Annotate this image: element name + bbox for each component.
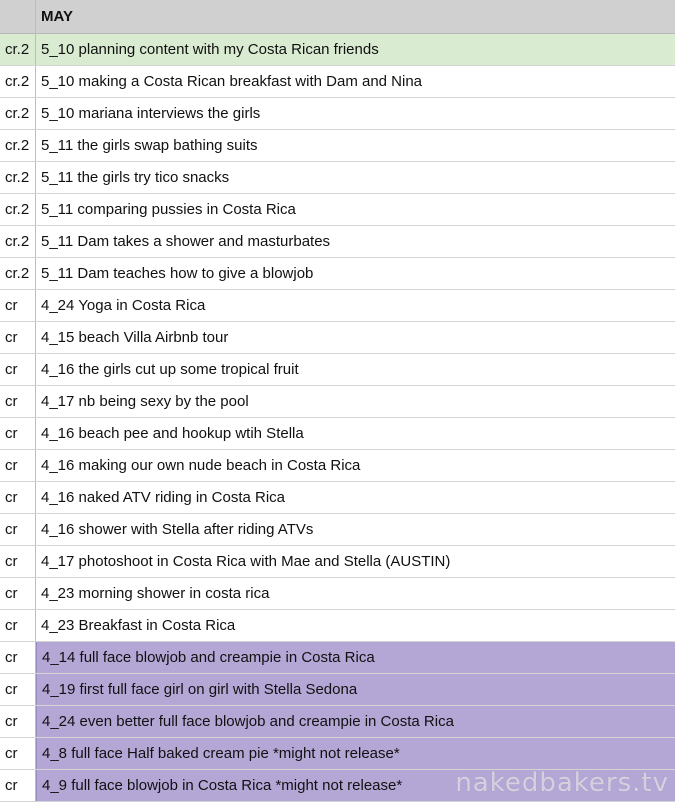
- title-cell[interactable]: 4_14 full face blowjob and creampie in Costa Rica: [36, 642, 675, 673]
- code-cell[interactable]: cr: [0, 450, 36, 481]
- code-cell[interactable]: cr: [0, 386, 36, 417]
- table-row: [0, 610, 675, 642]
- code-cell[interactable]: cr: [0, 322, 36, 353]
- table-row: [0, 386, 675, 418]
- title-cell[interactable]: 4_19 first full face girl on girl with Stella Sedona: [36, 674, 675, 705]
- title-cell[interactable]: 5_11 the girls try tico snacks: [41, 169, 230, 186]
- title-cell[interactable]: 4_15 beach Villa Airbnb tour: [41, 329, 229, 346]
- title-cell[interactable]: 4_23 Breakfast in Costa Rica: [41, 617, 236, 634]
- table-row: [0, 290, 675, 322]
- code-cell[interactable]: cr: [0, 354, 36, 385]
- title-cell[interactable]: 5_10 mariana interviews the girls: [41, 105, 261, 122]
- code-cell[interactable]: cr: [0, 578, 36, 609]
- table-row: [0, 322, 675, 354]
- table-row: [0, 98, 675, 130]
- watermark-text: nakedbakers.tv: [455, 768, 669, 798]
- code-cell[interactable]: cr.2: [0, 162, 36, 193]
- title-cell[interactable]: 4_8 full face Half baked cream pie *might not release*: [36, 738, 675, 769]
- code-cell[interactable]: cr: [0, 770, 36, 801]
- title-cell[interactable]: 5_11 the girls swap bathing suits: [41, 137, 258, 154]
- code-cell[interactable]: cr: [0, 738, 36, 769]
- code-cell[interactable]: cr: [0, 290, 36, 321]
- table-row: [0, 66, 675, 98]
- header-cell-month[interactable]: MAY: [41, 8, 73, 25]
- table-row: [0, 258, 675, 290]
- table-row: [0, 642, 675, 674]
- code-cell[interactable]: cr: [0, 418, 36, 449]
- code-cell[interactable]: cr.2: [0, 130, 36, 161]
- code-cell[interactable]: cr: [0, 674, 36, 705]
- title-cell[interactable]: 5_11 comparing pussies in Costa Rica: [41, 201, 296, 218]
- table-row: [0, 706, 675, 738]
- table-row: [0, 194, 675, 226]
- code-cell[interactable]: cr.2: [0, 194, 36, 225]
- table-row: [0, 674, 675, 706]
- title-cell[interactable]: 4_17 photoshoot in Costa Rica with Mae and Stella (AUSTIN): [41, 553, 451, 570]
- code-cell[interactable]: cr.2: [0, 34, 36, 65]
- code-cell[interactable]: cr.2: [0, 258, 36, 289]
- table-row: [0, 226, 675, 258]
- title-cell[interactable]: 4_16 making our own nude beach in Costa Rica: [41, 457, 361, 474]
- header-row: [0, 0, 675, 34]
- title-cell[interactable]: 4_16 shower with Stella after riding ATVs: [41, 521, 314, 538]
- code-cell[interactable]: cr: [0, 706, 36, 737]
- table-row: [0, 418, 675, 450]
- table-row: [0, 34, 675, 66]
- title-cell[interactable]: 4_16 beach pee and hookup wtih Stella: [41, 425, 304, 442]
- title-cell[interactable]: 4_9 full face blowjob in Costa Rica *might not release*: [36, 770, 675, 801]
- code-cell[interactable]: cr: [0, 642, 36, 673]
- title-cell[interactable]: 5_10 making a Costa Rican breakfast with Dam and Nina: [41, 73, 423, 90]
- title-cell[interactable]: 4_16 the girls cut up some tropical fruit: [41, 361, 299, 378]
- code-cell[interactable]: cr.2: [0, 66, 36, 97]
- title-cell[interactable]: 5_11 Dam takes a shower and masturbates: [41, 233, 331, 250]
- header-cell-a[interactable]: [0, 0, 36, 33]
- table-row: [0, 162, 675, 194]
- code-cell[interactable]: cr.2: [0, 226, 36, 257]
- rows-container: [0, 34, 675, 802]
- table-row: [0, 354, 675, 386]
- table-row: [0, 450, 675, 482]
- title-cell[interactable]: 5_11 Dam teaches how to give a blowjob: [41, 265, 314, 282]
- title-cell[interactable]: 4_24 Yoga in Costa Rica: [41, 297, 206, 314]
- title-cell[interactable]: 4_17 nb being sexy by the pool: [41, 393, 249, 410]
- title-cell[interactable]: 4_23 morning shower in costa rica: [41, 585, 270, 602]
- code-cell[interactable]: cr: [0, 610, 36, 641]
- title-cell[interactable]: 4_16 naked ATV riding in Costa Rica: [41, 489, 286, 506]
- table-row: [0, 578, 675, 610]
- code-cell[interactable]: cr.2: [0, 98, 36, 129]
- table-row: [0, 546, 675, 578]
- table-row: [0, 514, 675, 546]
- code-cell[interactable]: cr: [0, 546, 36, 577]
- title-cell[interactable]: 4_24 even better full face blowjob and creampie in Costa Rica: [36, 706, 675, 737]
- code-cell[interactable]: cr: [0, 482, 36, 513]
- title-cell[interactable]: 5_10 planning content with my Costa Rican friends: [41, 41, 379, 58]
- code-cell[interactable]: cr: [0, 514, 36, 545]
- table-row: [0, 738, 675, 770]
- table-row: [0, 130, 675, 162]
- table-row: [0, 482, 675, 514]
